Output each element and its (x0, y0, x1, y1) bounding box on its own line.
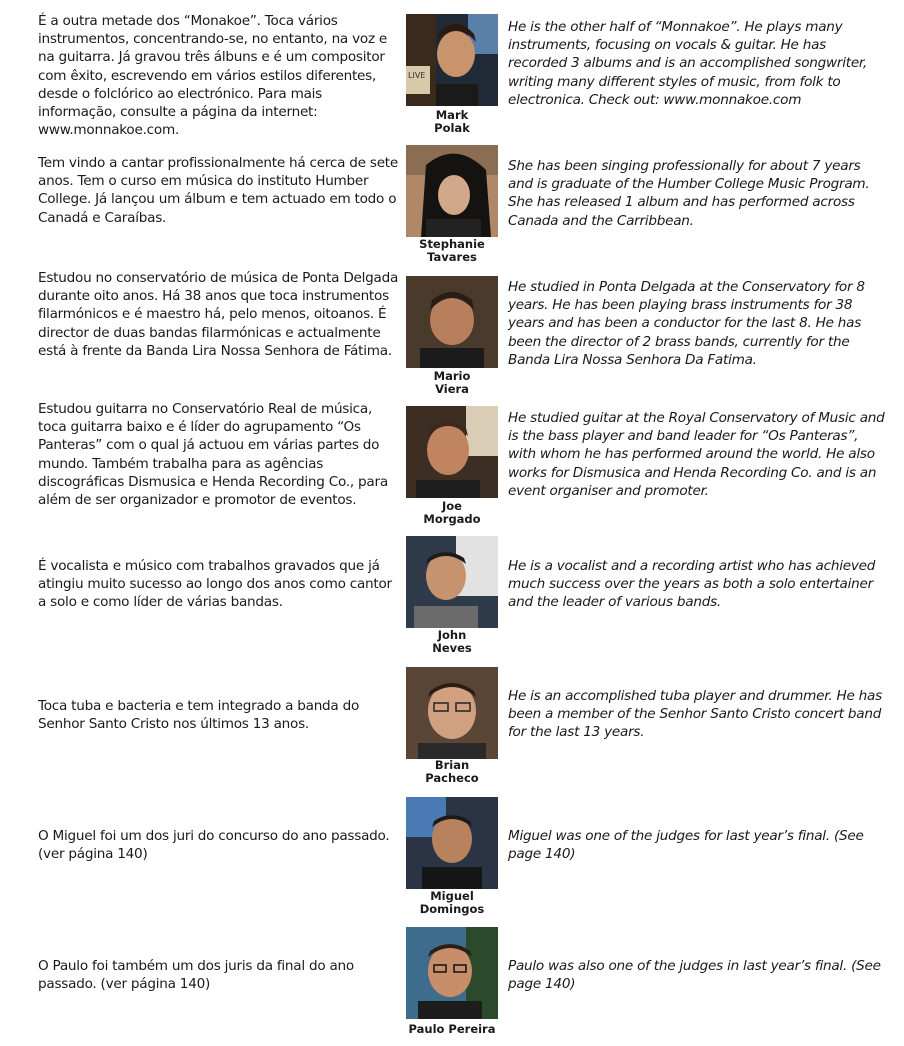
english-bio: He is a vocalist and a recording artist who has achieved much success over the years as both a solo entertainer and the leader of various bands. (508, 558, 876, 611)
musician-photo (406, 797, 498, 889)
english-bio: Miguel was one of the judges for last year’s final. (See page 140) (508, 828, 864, 863)
musician-name: Brian Pacheco (425, 758, 479, 785)
portuguese-bio: É a outra metade dos “Monakoe”. Toca vários instrumentos, concentrando-se, no entanto, na voz e na guitarra. Já gravou três álbuns e é um compositor com êxito, escrevendo em vários estilos diferentes, desde o folclórico ao electrónico. Para mais informação, consulte a página da internet: www.monnakoe.com. (38, 13, 388, 139)
musician-photo (406, 276, 498, 368)
musician-name: Mario Viera (433, 369, 471, 396)
portuguese-bio: Tem vindo a cantar profissionalmente há cerca de sete anos. Tem o curso em música do instituto Humber College. Já lançou um álbum e tem actuado em todo o Canadá e Caraíbas. (38, 155, 398, 226)
svg-text:LIVE: LIVE (408, 71, 426, 80)
english-bio: Paulo was also one of the judges in last year’s final. (See page 140) (508, 958, 881, 993)
english-bio: He is an accomplished tuba player and drummer. He has been a member of the Senhor Santo Cristo concert band for the last 13 years. (508, 688, 882, 741)
musician-photo (406, 14, 498, 106)
musician-photo (406, 145, 498, 237)
portuguese-bio: O Paulo foi também um dos juris da final do ano passado. (ver página 140) (38, 958, 354, 993)
portuguese-bio: Estudou no conservatório de música de Ponta Delgada durante oito anos. Há 38 anos que toca instrumentos filarmónicos e é maestro há, pelo menos, oitoanos. É director de duas bandas filarmónicas e actualmente está à frente da Banda Lira Nossa Senhora de Fátima. (38, 270, 399, 359)
musician-name: Mark Polak (434, 108, 470, 135)
portuguese-bio: Toca tuba e bacteria e tem integrado a banda do Senhor Santo Cristo nos últimos 13 anos. (38, 698, 360, 733)
musician-name: Paulo Pereira (408, 1022, 496, 1036)
musician-name: Stephanie Tavares (419, 237, 485, 264)
portuguese-bio: O Miguel foi um dos juri do concurso do ano passado. (ver página 140) (38, 828, 390, 863)
english-bio: He studied guitar at the Royal Conservatory of Music and is the bass player and band leader for “Os Panteras”, with whom he has performed around the world. He also works for Dismusica and Henda Recording Co. and is an event organiser and promoter. (508, 410, 885, 499)
english-bio: He is the other half of “Monnakoe”. He plays many instruments, focusing on vocals & guitar. He has recorded 3 albums and is an accomplished songwriter, writing many different styles of music, from folk to electronica. Check out: www.monnakoe.com (508, 19, 868, 108)
musician-name: John Neves (432, 628, 472, 655)
musician-photo (406, 667, 498, 759)
musician-name: Miguel Domingos (419, 889, 485, 916)
musician-photo (406, 406, 498, 498)
english-bio: She has been singing professionally for about 7 years and is graduate of the Humber College Music Program. She has released 1 album and has performed across Canada and the Carribbean. (508, 158, 870, 229)
musician-photo (406, 927, 498, 1019)
musician-photo (406, 536, 498, 628)
english-bio: He studied in Ponta Delgada at the Conservatory for 8 years. He has been playing brass instruments for 38 years and has been a conductor for the last 8. He has been the director of 2 brass bands, currently for the Banda Lira Nossa Senhora Da Fatima. (508, 279, 865, 368)
portuguese-bio: Estudou guitarra no Conservatório Real de música, toca guitarra baixo e é líder do agrupamento “Os Panteras” com o qual já actuou em várias partes do mundo. Também trabalha para as agências discográficas Dismusica e Henda Recording Co., para além de ser organizador e promotor de eventos. (38, 401, 388, 509)
musician-name: Joe Morgado (423, 499, 481, 526)
portuguese-bio: É vocalista e músico com trabalhos gravados que já atingiu muito sucesso ao longo dos anos como cantor a solo e como líder de várias bandas. (38, 558, 392, 611)
